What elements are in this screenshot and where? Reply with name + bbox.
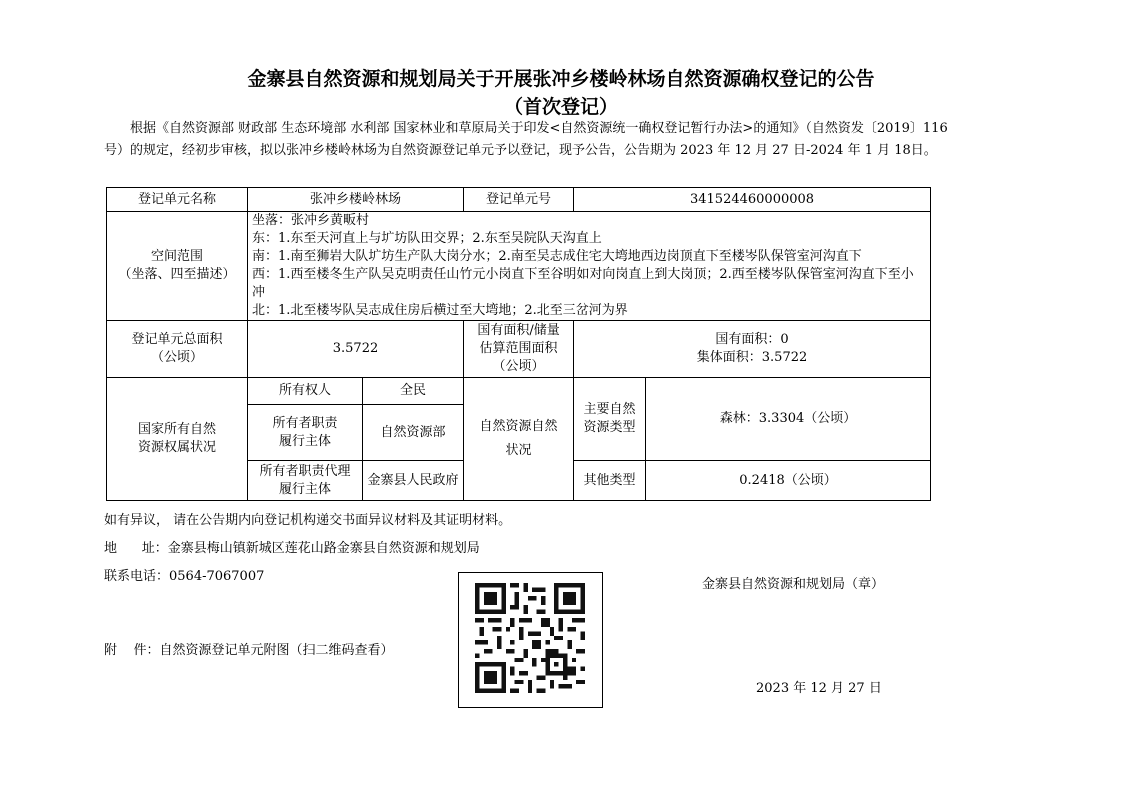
unit-name-value: 张冲乡楼岭林场 bbox=[248, 188, 464, 212]
collective-area: 集体面积：3.5722 bbox=[696, 350, 808, 365]
space-line-west: 西：1.西至楼冬生产队吴克明责任山竹元小岗直下至谷明如对向岗直上到大岗顶；2.西至楼岑队保管室河沟直下至小冲 bbox=[252, 267, 914, 300]
owner-value: 全民 bbox=[363, 378, 464, 405]
main-resource-type-value: 森林：3.3304（公顷） bbox=[646, 378, 931, 461]
qr-code[interactable] bbox=[458, 572, 603, 708]
space-range-description bbox=[248, 212, 931, 321]
agent-subject-label bbox=[248, 461, 363, 501]
table-row bbox=[107, 321, 931, 378]
duty-label-line: 履行主体 bbox=[278, 433, 331, 449]
address-line: 地 址：金寨县梅山镇新城区莲花山路金寨县自然资源和规划局 bbox=[104, 541, 480, 556]
agent-label-line: 履行主体 bbox=[278, 481, 331, 497]
main-type-label-line: 主要自然 bbox=[583, 402, 636, 417]
space-label-line: 空间范围 bbox=[150, 249, 203, 264]
state-area-label-line: 估算范围面积 bbox=[479, 341, 558, 356]
state-owned-area: 国有面积：0 bbox=[715, 332, 789, 347]
duty-label-line: 所有者职责 bbox=[272, 415, 338, 431]
state-area-label bbox=[464, 321, 574, 378]
space-label-line: （坐落、四至描述） bbox=[118, 267, 236, 282]
duty-subject-value: 自然资源部 bbox=[363, 405, 464, 461]
space-line-east: 东：1.东至天河直上与圹坊队田交界；2.东至吴院队天沟直上 bbox=[252, 231, 602, 246]
phone-line: 联系电话：0564-7067007 bbox=[104, 569, 265, 584]
notice-subtitle: （首次登记） bbox=[503, 96, 618, 118]
qr-code-icon bbox=[475, 583, 585, 693]
unit-name-label: 登记单元名称 bbox=[107, 188, 248, 212]
attachment-line: 附 件：自然资源登记单元附图（扫二维码查看） bbox=[104, 643, 394, 658]
other-type-label: 其他类型 bbox=[574, 461, 646, 501]
ownership-status-label bbox=[107, 378, 248, 501]
space-line-north: 北：1.北至楼岑队吴志成住房后横过至大塆地；2.北至三岔河为界 bbox=[252, 303, 628, 318]
state-area-label-line: （公顷） bbox=[492, 359, 545, 374]
natural-status-label bbox=[464, 378, 574, 501]
space-line-location: 坐落：张冲乡黄畈村 bbox=[252, 213, 370, 228]
agent-label-line: 所有者职责代理 bbox=[259, 463, 351, 479]
notice-title: 金寨县自然资源和规划局关于开展张冲乡楼岭林场自然资源确权登记的公告 bbox=[247, 68, 875, 90]
table-row bbox=[107, 212, 931, 321]
duty-subject-label bbox=[248, 405, 363, 461]
other-type-value: 0.2418（公顷） bbox=[646, 461, 931, 501]
total-area-value: 3.5722 bbox=[248, 321, 464, 378]
state-area-label-line: 国有面积/储量 bbox=[477, 323, 560, 338]
ownership-label-line: 国家所有自然 bbox=[137, 422, 216, 437]
table-row bbox=[107, 378, 931, 405]
total-area-label-line: （公顷） bbox=[150, 350, 203, 365]
objection-note: 如有异议， 请在公告期内向登记机构递交书面异议材料及其证明材料。 bbox=[104, 513, 512, 528]
natural-status-label-line: 状况 bbox=[505, 443, 532, 458]
space-range-label bbox=[107, 212, 248, 321]
space-line-south: 南：1.南至狮岩大队圹坊生产队大岗分水；2.南至吴志成住宅大塆地西边岗顶直下至楼岑队保管室河沟直下 bbox=[252, 249, 862, 264]
state-area-value bbox=[574, 321, 931, 378]
total-area-label-line: 登记单元总面积 bbox=[131, 332, 223, 347]
main-resource-type-label bbox=[574, 378, 646, 461]
unit-no-value: 341524460000008 bbox=[574, 188, 931, 212]
owner-label: 所有权人 bbox=[248, 378, 363, 405]
table-row bbox=[107, 188, 931, 212]
registration-table bbox=[106, 187, 931, 501]
ownership-label-line: 资源权属状况 bbox=[137, 440, 216, 455]
main-type-label-line: 资源类型 bbox=[583, 420, 636, 435]
total-area-label bbox=[107, 321, 248, 378]
unit-no-label: 登记单元号 bbox=[464, 188, 574, 212]
agent-subject-value: 金寨县人民政府 bbox=[363, 461, 464, 501]
intro-paragraph: 根据《自然资源部 财政部 生态环境部 水利部 国家林业和草原局关于印发<自然资源统一确权登记暂行办法>的通知》（自然资发〔2019〕116 号）的规定，经初步审核，拟以张冲乡楼岭林场为自然资源登记单元予以登记，现予公告，公告期为 2023 年 12 月 27 日-2024 年 1 月 18日。 bbox=[104, 121, 948, 158]
issue-date: 2023 年 12 月 27 日 bbox=[756, 681, 882, 696]
issuer-signature: 金寨县自然资源和规划局（章） bbox=[702, 577, 885, 592]
natural-status-label-line: 自然资源自然 bbox=[479, 419, 558, 434]
